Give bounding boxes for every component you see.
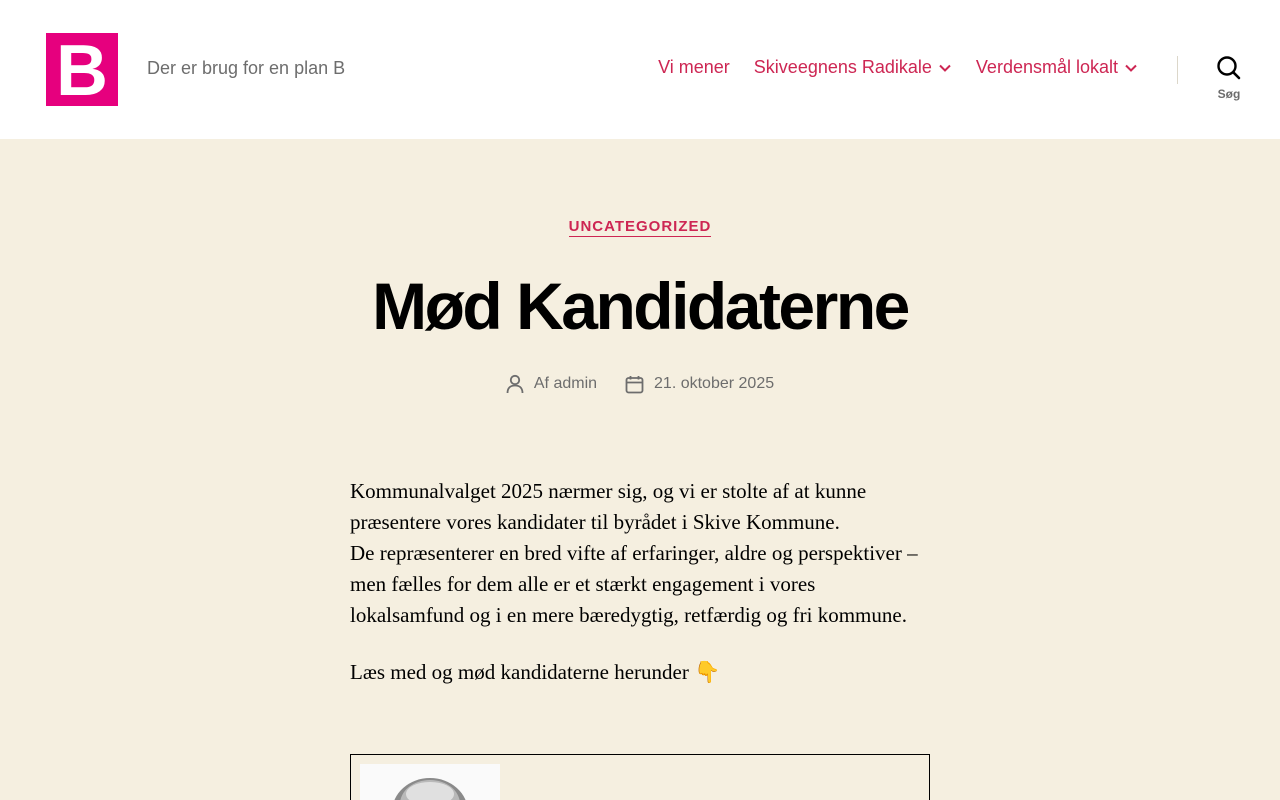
paragraph-line: Kommunalvalget 2025 nærmer sig, og vi er stolte af at kunne præsentere vores kandidater til byrådet i Skive Kommune. (350, 479, 867, 534)
post-date (625, 374, 774, 394)
search-button[interactable] (1206, 55, 1252, 101)
search-label: Søg (1217, 87, 1241, 101)
user-icon (506, 374, 524, 394)
header-divider (1177, 56, 1178, 84)
nav-item-skiveegnens-radikale[interactable] (754, 57, 952, 78)
site-logo[interactable] (46, 30, 118, 111)
date-link[interactable]: 21. oktober 2025 (654, 375, 775, 392)
candidate-photo (360, 764, 500, 800)
site-tagline: Der er brug for en plan B (147, 58, 346, 78)
nav-item-label: Vi mener (658, 57, 730, 77)
logo-letter: B (56, 30, 108, 111)
nav-item-vi-mener[interactable] (658, 57, 730, 78)
site-header (0, 0, 1280, 139)
post-author (506, 374, 597, 394)
paragraph (350, 476, 930, 631)
candidate-portrait (360, 764, 500, 800)
post-meta (0, 374, 1280, 394)
primary-nav (658, 57, 1138, 78)
post-title: Mød Kandidaterne (372, 269, 908, 343)
category-link[interactable]: UNCATEGORIZED (568, 218, 712, 235)
nav-item-label: Skiveegnens Radikale (753, 57, 932, 77)
paragraph-line: De repræsenterer en bred vifte af erfaringer, aldre og perspektiver – men fælles for dem alle er et stærkt engagement i vores lokalsamfund og i en mere bæredygtig, retfærdig og fri kommune. (350, 541, 918, 627)
search-icon (1216, 55, 1242, 81)
chevron-down-icon[interactable] (1124, 61, 1138, 75)
post-category (0, 218, 1280, 236)
paragraph: Læs med og mød kandidaterne herunder 👇 (350, 660, 721, 684)
chevron-down-icon[interactable] (938, 61, 952, 75)
author-link[interactable]: Af admin (533, 375, 598, 392)
post-content (350, 476, 930, 714)
candidate-card (350, 754, 930, 800)
nav-item-verdensmaal-lokalt[interactable] (976, 57, 1138, 78)
calendar-icon (625, 375, 644, 394)
nav-item-label: Verdensmål lokalt (975, 57, 1118, 77)
